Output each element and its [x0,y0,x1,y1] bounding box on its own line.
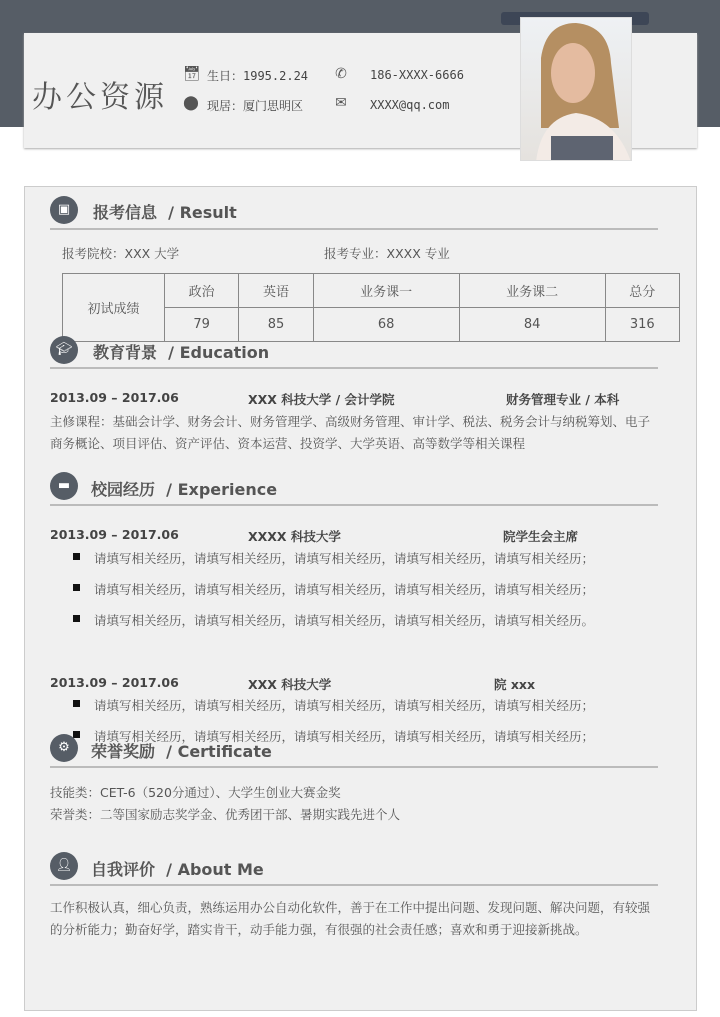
phone-icon: ✆ [335,66,347,82]
exp-item: 请填写相关经历，请填写相关经历，请填写相关经历，请填写相关经历，请填写相关经历； [94,551,595,566]
exp-period: 2013.09 – 2017.06 [50,527,179,542]
bullet [73,553,80,560]
divider [50,504,658,506]
th: 英语 [239,274,313,308]
location-icon: ⬤ [183,95,199,111]
exp-role: 院 xxx [494,677,536,692]
bullet [73,615,80,622]
section-title-experience: 校园经历 / Experience [91,480,278,499]
section-title-about: 自我评价 / About Me [91,860,264,879]
gear-icon: ⚙ [50,734,78,762]
graduation-cap-icon: 🎓︎ [50,336,78,364]
exp-item: 请填写相关经历，请填写相关经历，请填写相关经历，请填写相关经历，请填写相关经历； [94,698,595,713]
th: 业务课二 [459,274,605,308]
divider [50,367,658,369]
exp-item: 请填写相关经历，请填写相关经历，请填写相关经历，请填写相关经历，请填写相关经历。 [94,613,595,628]
exp-period: 2013.09 – 2017.06 [50,675,179,690]
folder-icon: ▬ [50,472,78,500]
edu-major: 财务管理专业 / 本科 [506,392,620,407]
bullet [73,731,80,738]
th: 总分 [605,274,679,308]
email-icon: ✉ [335,95,347,111]
target-major: 报考专业：XXXX 专业 [324,246,450,261]
phone: 186-XXXX-6666 [370,68,464,82]
profile-photo [520,17,632,161]
row-label: 初试成绩 [63,274,165,342]
score-table [62,273,680,342]
score: 316 [605,308,679,342]
divider [50,766,658,768]
score: 68 [313,308,459,342]
calendar-icon: 📅︎ [183,66,201,82]
section-title-education: 教育背景 / Education [93,343,270,362]
th: 政治 [165,274,239,308]
email: XXXX@qq.com [370,98,450,112]
exp-role: 院学生会主席 [503,529,579,544]
section-title-result: 报考信息 / Result [93,203,237,222]
briefcase-icon: ▣ [50,196,78,224]
exp-item: 请填写相关经历，请填写相关经历，请填写相关经历，请填写相关经历，请填写相关经历； [94,582,595,597]
person-icon: 👤︎ [50,852,78,880]
about-text: 工作积极认真，细心负责，熟练运用办公自动化软件，善于在工作中提出问题、发现问题、解决问题，有较强 [50,900,651,915]
score: 79 [165,308,239,342]
edu-school: XXX 科技大学 / 会计学院 [248,392,395,407]
cert-honors: 荣誉类：二等国家励志奖学金、优秀团干部、暑期实践先进个人 [50,807,401,822]
name-title: 办公资源 [32,80,168,115]
exp-org: XXX 科技大学 [248,677,332,692]
score: 85 [239,308,313,342]
bullet [73,700,80,707]
divider [50,228,658,230]
residence: 现居：厦门思明区 [207,99,304,113]
exp-item: 请填写相关经历，请填写相关经历，请填写相关经历，请填写相关经历，请填写相关经历； [94,729,595,744]
edu-period: 2013.09 – 2017.06 [50,390,179,405]
birthday: 生日：1995.2.24 [207,69,309,83]
edu-courses: 主修课程：基础会计学、财务会计、财务管理学、高级财务管理、审计学、税法、税务会计与纳税筹划、电子 [50,414,651,429]
divider [50,884,658,886]
edu-courses: 商务概论、项目评估、资产评估、资本运营、投资学、大学英语、高等数学等相关课程 [50,436,526,451]
about-text: 的分析能力；勤奋好学，踏实肯干，动手能力强，有很强的社会责任感；喜欢和勇于迎接新挑战。 [50,922,588,937]
section-title-certificate: 荣誉奖励 / Certificate [91,742,272,761]
bullet [73,584,80,591]
cert-skills: 技能类：CET-6（520分通过）、大学生创业大赛金奖 [50,785,341,800]
target-school: 报考院校：XXX 大学 [62,246,180,261]
score: 84 [459,308,605,342]
exp-org: XXXX 科技大学 [248,529,341,544]
th: 业务课一 [313,274,459,308]
